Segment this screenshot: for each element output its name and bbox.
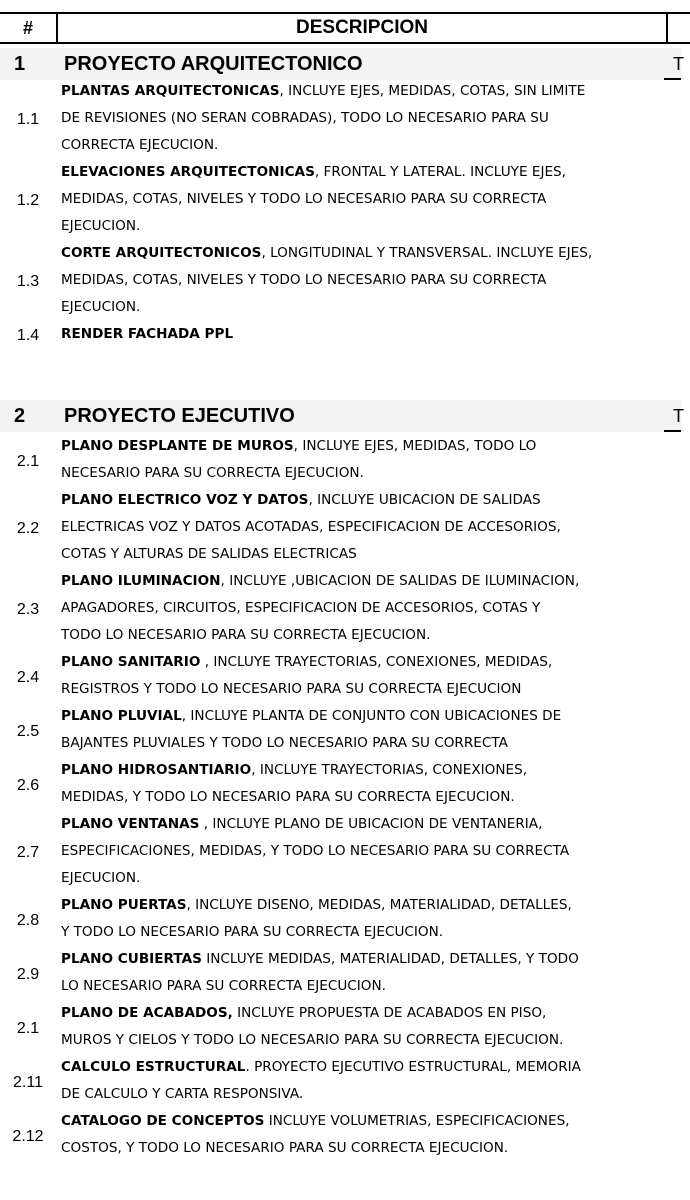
- section-header: [0, 400, 684, 432]
- list-item: [0, 757, 681, 811]
- item-description: [61, 159, 677, 240]
- item-title: PLANO DESPLANTE DE MUROS: [61, 438, 294, 454]
- list-item: [0, 78, 681, 159]
- item-title: CATALOGO DE CONCEPTOS: [61, 1113, 265, 1129]
- item-description: [61, 703, 677, 757]
- item-number: 1.3: [16, 273, 40, 290]
- item-text-line: MEDIDAS, Y TODO LO NECESARIO PARA SU CORRECTA EJECUCION.: [61, 789, 515, 805]
- list-item: [0, 1054, 681, 1108]
- item-description: [61, 1054, 677, 1108]
- item-description: [61, 78, 677, 159]
- item-text-line: BAJANTES PLUVIALES Y TODO LO NECESARIO PARA SU CORRECTA: [61, 735, 508, 751]
- list-item: [0, 487, 681, 568]
- item-text-line: NECESARIO PARA SU CORRECTA EJECUCION.: [61, 465, 364, 481]
- item-description: [61, 811, 677, 892]
- item-text-line: REGISTROS Y TODO LO NECESARIO PARA SU CORRECTA EJECUCION: [61, 681, 522, 697]
- item-description: [61, 757, 677, 811]
- section-title: PROYECTO ARQUITECTONICO: [64, 53, 363, 75]
- list-item: [0, 433, 681, 487]
- item-text-line: , INCLUYE PLANTA DE CONJUNTO CON UBICACIONES DE: [181, 708, 562, 724]
- list-item: [0, 703, 681, 757]
- header-description: DESCRIPCION: [58, 14, 668, 42]
- item-description: [61, 487, 677, 568]
- item-number: 2.5: [16, 722, 40, 740]
- item-title: RENDER FACHADA PPL: [61, 326, 234, 342]
- item-title: PLANO HIDROSANTIARIO: [61, 762, 252, 778]
- item-text-line: MUROS Y CIELOS Y TODO LO NECESARIO PARA SU CORRECTA EJECUCION.: [61, 1032, 564, 1048]
- item-text-line: MEDIDAS, COTAS, NIVELES Y TODO LO NECESARIO PARA SU CORRECTA: [61, 272, 547, 288]
- cropped-column-text: T: [673, 406, 684, 426]
- item-text-line: DE CALCULO Y CARTA RESPONSIVA.: [61, 1086, 304, 1102]
- item-text-line: , INCLUYE ,UBICACION DE SALIDAS DE ILUMINACION,: [220, 573, 580, 589]
- section-number: 1: [14, 53, 26, 75]
- list-item: [0, 321, 681, 348]
- item-text-line: DE REVISIONES (NO SERAN COBRADAS), TODO LO NECESARIO PARA SU: [61, 110, 549, 126]
- item-title: CORTE ARQUITECTONICOS: [61, 245, 262, 261]
- list-item: [0, 240, 681, 321]
- item-number: 2.4: [16, 668, 40, 686]
- item-text-line: CORRECTA EJECUCION.: [61, 137, 219, 153]
- item-number: 2.2: [16, 520, 40, 537]
- item-text-line: Y TODO LO NECESARIO PARA SU CORRECTA EJECUCION.: [61, 924, 444, 940]
- item-title: ELEVACIONES ARQUITECTONICAS: [61, 164, 315, 180]
- item-text-line: , INCLUYE UBICACION DE SALIDAS: [308, 492, 541, 508]
- item-text-line: , INCLUYE DISENO, MEDIDAS, MATERIALIDAD, DETALLES,: [186, 897, 572, 913]
- item-text-line: , INCLUYE PLANO DE UBICACION DE VENTANERIA,: [199, 816, 543, 832]
- item-number: 2.12: [12, 1127, 44, 1145]
- list-item: [0, 159, 681, 240]
- item-title: CALCULO ESTRUCTURAL: [61, 1059, 246, 1075]
- item-title: PLANO PUERTAS: [61, 897, 187, 913]
- item-text-line: , FRONTAL Y LATERAL. INCLUYE EJES,: [314, 164, 566, 180]
- item-text-line: , INCLUYE EJES, MEDIDAS, COTAS, SIN LIMITE: [279, 83, 586, 99]
- list-item: [0, 892, 681, 946]
- item-text-line: COSTOS, Y TODO LO NECESARIO PARA SU CORRECTA EJECUCION.: [61, 1140, 509, 1156]
- item-title: PLANO VENTANAS: [61, 816, 200, 832]
- section-header: [0, 48, 684, 80]
- list-item: [0, 946, 681, 1000]
- item-title: PLANTAS ARQUITECTONICAS: [61, 83, 280, 99]
- item-description: [61, 946, 677, 1000]
- item-text-line: ESPECIFICACIONES, MEDIDAS, Y TODO LO NECESARIO PARA SU CORRECTA: [61, 843, 570, 859]
- item-text-line: INCLUYE MEDIDAS, MATERIALIDAD, DETALLES, Y TODO: [201, 951, 579, 967]
- item-text-line: APAGADORES, CIRCUITOS, ESPECIFICACION DE ACCESORIOS, COTAS Y: [61, 600, 541, 616]
- item-number: 2.1: [16, 1019, 40, 1037]
- item-number: 2.9: [16, 965, 40, 983]
- item-text-line: EJECUCION.: [61, 870, 141, 886]
- item-number: 2.8: [16, 911, 40, 929]
- item-number: 2.11: [13, 1073, 43, 1091]
- item-description: [61, 1108, 677, 1162]
- list-item: [0, 568, 681, 649]
- column-rule: [664, 430, 681, 432]
- item-description: [61, 1000, 677, 1054]
- list-item: [0, 1108, 681, 1162]
- item-text-line: , LONGITUDINAL Y TRANSVERSAL. INCLUYE EJES,: [261, 245, 593, 261]
- item-description: [61, 321, 677, 348]
- item-text-line: EJECUCION.: [61, 299, 141, 315]
- item-title: PLANO DE ACABADOS,: [61, 1005, 233, 1021]
- item-number: 2.1: [16, 452, 40, 470]
- item-text-line: . PROYECTO EJECUTIVO ESTRUCTURAL, MEMORIA: [245, 1059, 581, 1075]
- item-title: PLANO SANITARIO: [61, 654, 201, 670]
- item-text-line: COTAS Y ALTURAS DE SALIDAS ELECTRICAS: [61, 546, 357, 562]
- item-description: [61, 568, 677, 649]
- header-num: #: [0, 14, 58, 42]
- item-text-line: INCLUYE PROPUESTA DE ACABADOS EN PISO,: [232, 1005, 547, 1021]
- section-title: PROYECTO EJECUTIVO: [64, 405, 295, 427]
- table-header: [0, 12, 690, 44]
- item-number: 2.6: [16, 776, 40, 794]
- item-title: PLANO CUBIERTAS: [61, 951, 202, 967]
- item-description: [61, 649, 677, 703]
- item-description: [61, 433, 677, 487]
- list-item: [0, 649, 681, 703]
- item-text-line: MEDIDAS, COTAS, NIVELES Y TODO LO NECESARIO PARA SU CORRECTA: [61, 191, 547, 207]
- list-item: [0, 811, 681, 892]
- cropped-column-text: T: [673, 54, 684, 74]
- item-title: PLANO ILUMINACION: [61, 573, 221, 589]
- item-number: 1.4: [16, 327, 40, 344]
- item-number: 1.1: [16, 111, 40, 128]
- item-text-line: EJECUCION.: [61, 218, 141, 234]
- item-text-line: INCLUYE VOLUMETRIAS, ESPECIFICACIONES,: [264, 1113, 570, 1129]
- item-text-line: ELECTRICAS VOZ Y DATOS ACOTADAS, ESPECIFICACION DE ACCESORIOS,: [61, 519, 561, 535]
- item-text-line: , INCLUYE TRAYECTORIAS, CONEXIONES,: [251, 762, 528, 778]
- item-title: PLANO ELECTRICO VOZ Y DATOS: [61, 492, 309, 508]
- item-text-line: TODO LO NECESARIO PARA SU CORRECTA EJECUCION.: [61, 627, 431, 643]
- item-number: 2.3: [16, 601, 40, 618]
- item-description: [61, 892, 677, 946]
- item-text-line: LO NECESARIO PARA SU CORRECTA EJECUCION.: [61, 978, 386, 994]
- item-number: 2.7: [16, 844, 40, 861]
- list-item: [0, 1000, 681, 1054]
- section-number: 2: [14, 405, 26, 427]
- item-number: 1.2: [16, 192, 40, 209]
- item-title: PLANO PLUVIAL: [61, 708, 182, 724]
- item-text-line: , INCLUYE TRAYECTORIAS, CONEXIONES, MEDIDAS,: [200, 654, 553, 670]
- item-text-line: , INCLUYE EJES, MEDIDAS, TODO LO: [293, 438, 537, 454]
- item-description: [61, 240, 677, 321]
